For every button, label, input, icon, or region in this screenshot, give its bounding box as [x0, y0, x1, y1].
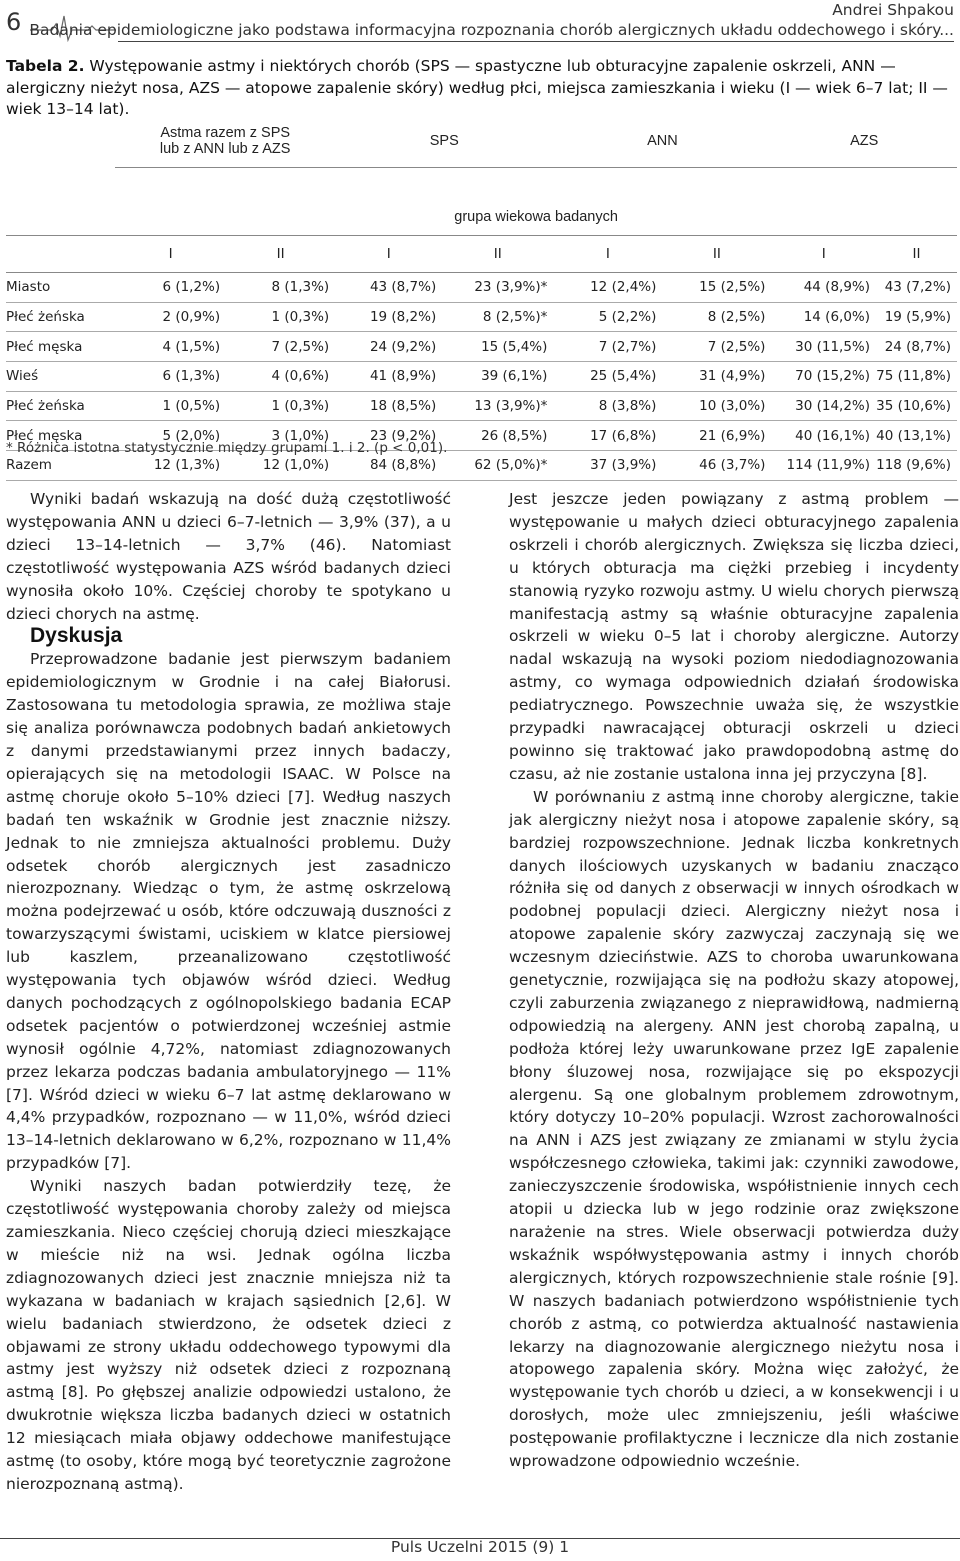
row-label: Miasto — [6, 273, 115, 303]
age-label: I — [115, 236, 226, 273]
age-label: II — [226, 236, 335, 273]
table-cell: 13 (3,9%)* — [442, 391, 553, 421]
table-cell: 8 (2,5%) — [662, 302, 771, 332]
table-cell: 21 (6,9%) — [662, 421, 771, 451]
author-name: Andrei Shpakou — [832, 1, 954, 19]
header-ann: ANN — [553, 115, 771, 168]
journal-footer: Puls Uczelni 2015 (9) 1 — [390, 1538, 570, 1556]
table-cell: 7 (2,7%) — [553, 332, 662, 362]
table-cell: 6 (1,3%) — [115, 362, 226, 392]
age-label: I — [771, 236, 876, 273]
table-cell: 10 (3,0%) — [662, 391, 771, 421]
table-cell: 84 (8,8%) — [335, 451, 442, 481]
table-footnote: * Różnica istotna statystycznie między grupami 1. i 2. (p < 0,01). — [6, 440, 448, 456]
table-cell: 7 (2,5%) — [662, 332, 771, 362]
table-cell: 62 (5,0%)* — [442, 451, 553, 481]
table-cell: 70 (15,2%) — [771, 362, 876, 392]
paragraph: Wyniki naszych badan potwierdziły tezę, że częstotliwość występowania choroby zależy od miejsca zamieszkania. Nieco częściej chorują dzieci mieszkające w mieście niż na wsi. Jednak ogólna liczba zdiagnozowanych dzieci jest znacznie mniejsza niż ta wykazana w badaniach w krajach sąsiednich [2,6]. W wielu badaniach stwierdzono, że odsetek dzieci z objawami ze strony układu oddechowego typowymi dla astmy jest wyższy niż odsetek dzieci z rozpoznaną astmą [8]. Po głębszej analizie odpowiedzi ustalono, że dwukrotnie większa liczba badanych dzieci w ostatnich 12 miesiącach miała objawy oddechowe manifestujące astmę (to osoby, które mogą być teoretycznie zagrożone nierozpoznaną astmą). — [6, 1177, 451, 1493]
table-cell: 118 (9,6%) — [876, 451, 957, 481]
table-cell: 46 (3,7%) — [662, 451, 771, 481]
table-cell: 40 (16,1%) — [771, 421, 876, 451]
table-cell: 1 (0,3%) — [226, 302, 335, 332]
table-cell: 41 (8,9%) — [335, 362, 442, 392]
table-cell: 12 (2,4%) — [553, 273, 662, 303]
right-column — [509, 488, 959, 1473]
table-cell: 8 (1,3%) — [226, 273, 335, 303]
table-cell: 24 (9,2%) — [335, 332, 442, 362]
page-number: 6 — [6, 8, 22, 36]
table-cell: 43 (8,7%) — [335, 273, 442, 303]
table-cell: 75 (11,8%) — [876, 362, 957, 392]
table-cell: 17 (6,8%) — [553, 421, 662, 451]
age-label: II — [662, 236, 771, 273]
row-label: Razem — [6, 451, 115, 481]
table-cell: 1 (0,5%) — [115, 391, 226, 421]
table-cell: 24 (8,7%) — [876, 332, 957, 362]
table-cell: 1 (0,3%) — [226, 391, 335, 421]
age-label: II — [442, 236, 553, 273]
header-blank — [6, 115, 115, 168]
table-cell: 4 (0,6%) — [226, 362, 335, 392]
table-row — [6, 332, 957, 362]
header-age-group: grupa wiekowa badanych — [115, 168, 957, 236]
age-label: I — [553, 236, 662, 273]
table-cell: 3 (1,0%) — [226, 421, 335, 451]
table-caption — [6, 56, 956, 121]
caption-text: Występowanie astmy i niektórych chorób (SPS — spastyczne lub obturacyjne zapalenie oskrzeli, ANN — alergiczny nieżyt nosa, AZS — atopowe zapalenie skóry) według płci, miejsca zamieszkania i wieku (I — wiek 6–7 lat; II — wiek 13–14 lat). — [6, 57, 948, 118]
paragraph: Jest jeszcze jeden powiązany z astmą problem — występowanie u małych dzieci obturacyjnego zapalenia oskrzeli i chorób alergicznych. Zwiększa się liczba dzieci, u których obturacja ma ciężki przebieg i incydenty stanowią ryzyko rozwoju astmy. U wielu chorych pierwszą manifestacją astmy są właśnie obturacyjne zapalenia oskrzeli w wieku 0–5 lat i choroby alergiczne. Autorzy nadal wskazują na wysoki poziom niedodiagnozowania astmy, co wymaga odpowiednich działań środowiska pediatrycznego. Powszechnie uważa się, że wszystkie przypadki nawracającej obturacji oskrzeli u dzieci powinno się traktować jako prawdopodobną astmę do czasu, aż nie zostanie ustalona inna jej przyczyna [8]. — [509, 490, 959, 783]
row-label: Płeć męska — [6, 332, 115, 362]
table-cell: 5 (2,0%) — [115, 421, 226, 451]
table-cell: 12 (1,3%) — [115, 451, 226, 481]
table-cell: 23 (3,9%)* — [442, 273, 553, 303]
row-label: Płeć męska — [6, 421, 115, 451]
table-cell: 18 (8,5%) — [335, 391, 442, 421]
table-cell: 30 (11,5%) — [771, 332, 876, 362]
table-cell: 43 (7,2%) — [876, 273, 957, 303]
header-asthma: Astma razem z SPS lub z ANN lub z AZS — [115, 115, 335, 168]
table-row — [6, 362, 957, 392]
table-cell: 31 (4,9%) — [662, 362, 771, 392]
header-blank — [6, 236, 115, 273]
table-cell: 23 (9,2%) — [335, 421, 442, 451]
paragraph: W porównaniu z astmą inne choroby alergiczne, takie jak alergiczny nieżyt nosa i atopowe zapalenie skóry, są bardziej rozpowszechnione. Jednak liczba konkretnych danych ilościowych uzyskanych w badaniu znacząco różniła się od danych z obserwacji w innych ośrodkach w podobnej populacji dzieci. Alergiczny nieżyt nosa i atopowe zapalenie skóry zazwyczaj zaczynają się we wczesnym dzieciństwie. AZS to choroba uwarunkowana genetycznie, rozwijająca się na podłożu skazy atopowej, czyli zaburzenia związanego z nieprawidłową, nadmierną odpowiedzią na alergeny. ANN jest chorobą zapalną, u podłoża której leży uwarunkowane przez IgE zapalenie błony śluzowej nosa, rozwijające się po ekspozycji alergenu. Są one globalnym problemem zdrowotnym, który dotyczy 10–20% populacji. Wzrost zachorowalności na ANN i AZS jest związany ze zmianami w stylu życia współczesnego człowieka, takimi jak: czynniki zawodowe, zanieczyszczenie środowiska, współistnienie innych cech atopii u dziecka lub w jego rodzinie oraz zwiększone narażenie na stres. Wiele obserwacji potwierdza duży wskaźnik współwystępowania astmy i innych chorób alergicznych, których rozpowszechnienie stale rośnie [9]. W naszych badaniach potwierdzono współistnienie tych chorób z astmą, co potwierdza aktualność nastawienia lekarzy na diagnozowanie alergicznego nieżytu nosa i atopowego zapalenia skóry. Można więc założyć, że występowanie tych chorób u dzieci, a w konsekwencji i u dorosłych, może ulec zmniejszeniu, jeśli właściwe postępowanie profilaktyczne i lecznicze dla nich zostanie wprowadzone odpowiednio wcześnie. — [509, 787, 959, 1471]
table-cell: 15 (5,4%) — [442, 332, 553, 362]
age-label: I — [335, 236, 442, 273]
table-row — [6, 273, 957, 303]
table-cell: 6 (1,2%) — [115, 273, 226, 303]
header-sps: SPS — [335, 115, 553, 168]
row-label: Płeć żeńska — [6, 391, 115, 421]
table-cell: 4 (1,5%) — [115, 332, 226, 362]
table-cell: 14 (6,0%) — [771, 302, 876, 332]
table-row — [6, 391, 957, 421]
table-cell: 8 (3,8%) — [553, 391, 662, 421]
table-cell: 114 (11,9%) — [771, 451, 876, 481]
table-cell: 2 (0,9%) — [115, 302, 226, 332]
table-cell: 5 (2,2%) — [553, 302, 662, 332]
row-label: Płeć żeńska — [6, 302, 115, 332]
table-cell: 8 (2,5%)* — [442, 302, 553, 332]
table-cell: 37 (3,9%) — [553, 451, 662, 481]
age-label: II — [876, 236, 957, 273]
table-row — [6, 302, 957, 332]
header-azs: AZS — [771, 115, 957, 168]
paragraph: Przeprowadzone badanie jest pierwszym badaniem epidemiologicznym w Grodnie i na całej Białorusi. Zastosowana tu metodologia sprawia, ze możliwa staje się analiza porównawcza podobnych badań ankietowych z danymi przedstawianymi przez innych badaczy, opierających się na metodologii ISAAC. W Polsce na astmę choruje około 5–10% dzieci [7]. Według naszych badań ten wskaźnik w Grodnie jest znacznie niższy. Jednak to nie zmniejsza aktualności problemu. Duży odsetek chorób alergicznych jest zasadniczo nierozpoznany. Wiedząc o tym, że astmę oskrzelową można podejrzewać u osób, które odczuwają duszności z towarzyszącymi świstami, uciskiem w klatce piersiowej lub kaszlem, przeanalizowano częstotliwość występowania tych objawów wśród dzieci. Według danych pochodzących z ogólnopolskiego badania ECAP odsetek pacjentów o potwierdzonej wcześniej astmie wynosił ogólnie 4,72%, natomiast zdiagnozowanych przez lekarza podczas badania ambulatoryjnego — 11% [7]. Wśród dzieci w wieku 6–7 lat astmę deklarowano w 4,4% przypadków, rozpoznano — w 11,0%, wśród dzieci 13–14-letnich deklarowano w 6,2%, rozpoznano w 11,4% przypadków [7]. — [6, 650, 451, 1173]
header-rule — [118, 41, 954, 42]
table-cell: 40 (13,1%) — [876, 421, 957, 451]
table-cell: 25 (5,4%) — [553, 362, 662, 392]
table-cell: 44 (8,9%) — [771, 273, 876, 303]
running-head — [29, 0, 954, 40]
left-column — [6, 488, 451, 1496]
table-cell: 26 (8,5%) — [442, 421, 553, 451]
table-cell: 15 (2,5%) — [662, 273, 771, 303]
table-cell: 30 (14,2%) — [771, 391, 876, 421]
section-title: Dyskusja — [30, 624, 123, 648]
table-cell: 19 (5,9%) — [876, 302, 957, 332]
header-blank — [6, 168, 115, 236]
table-cell: 12 (1,0%) — [226, 451, 335, 481]
paragraph: Wyniki badań wskazują na dość dużą częstotliwość występowania ANN u dzieci 6–7-letnich — 3,9% (37), a u dzieci 13–14-letnich — 3,7% (46). Natomiast częstotliwość występowania AZS wśród badanych dzieci wynosiła około 10%. Częściej choroby te spotykano u dzieci chorych na astmę. — [6, 490, 451, 623]
table-cell: 19 (8,2%) — [335, 302, 442, 332]
running-title: Badania epidemiologiczne jako podstawa informacyjna rozpoznania chorób alergicznych układu oddechowego i skóry... — [29, 21, 954, 39]
table-cell: 7 (2,5%) — [226, 332, 335, 362]
table-cell: 39 (6,1%) — [442, 362, 553, 392]
row-label: Wieś — [6, 362, 115, 392]
data-table — [6, 115, 957, 481]
table-cell: 35 (10,6%) — [876, 391, 957, 421]
table-label: Tabela 2. — [6, 57, 85, 75]
